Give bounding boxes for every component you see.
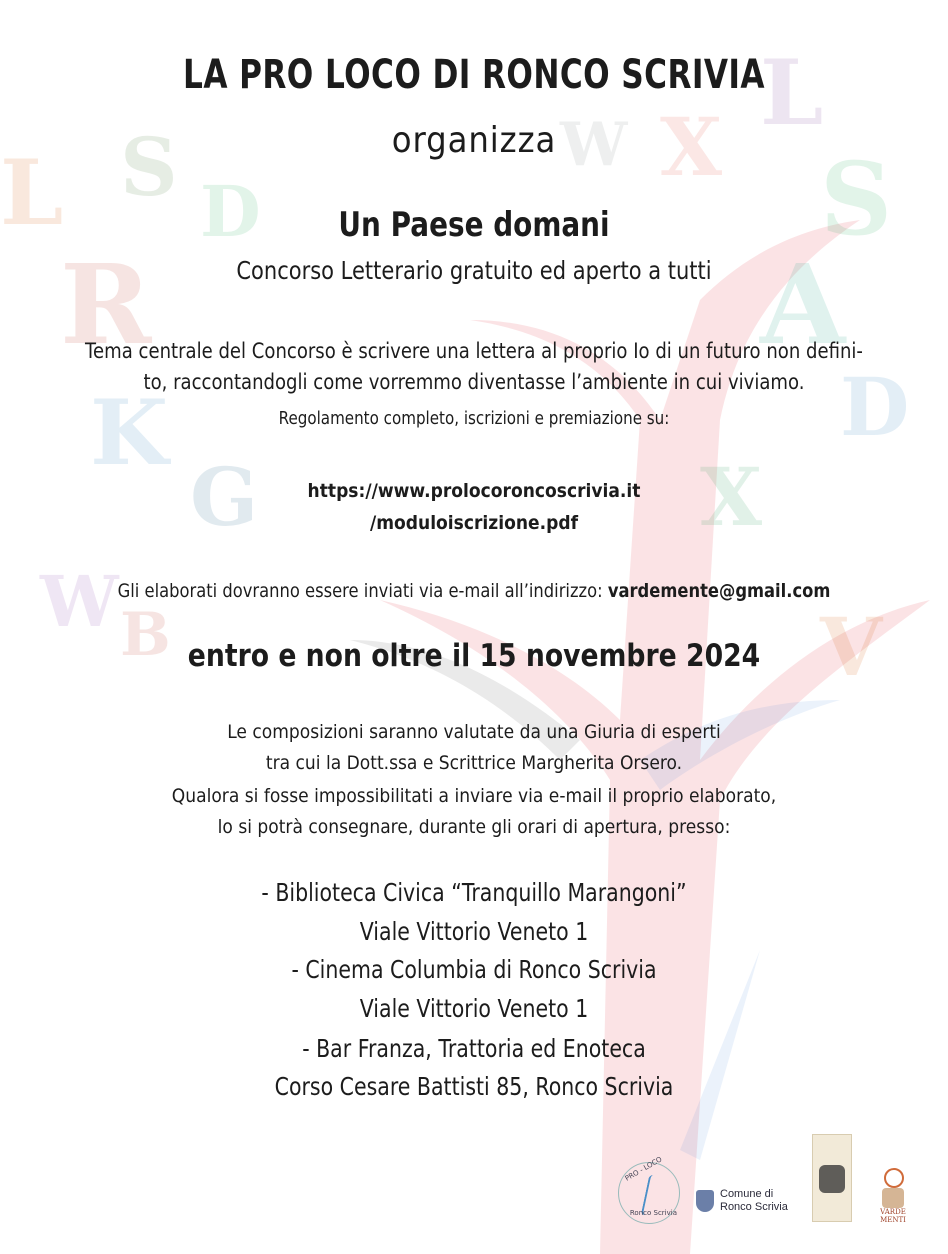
jury-line-4: lo si potrà consegnare, durante gli orari di apertura, presso: bbox=[217, 816, 731, 838]
submission-email-link[interactable]: vardemente@gmail.com bbox=[607, 580, 831, 602]
location-1-address: Viale Vittorio Veneto 1 bbox=[359, 917, 589, 946]
comune-name bbox=[720, 1188, 788, 1214]
location-2-name: - Cinema Columbia di Ronco Scrivia bbox=[291, 955, 657, 984]
bg-letter: V bbox=[820, 600, 883, 694]
organizza-label: organizza bbox=[391, 120, 557, 161]
bg-letter: D bbox=[840, 360, 910, 454]
bg-letter: L bbox=[0, 140, 64, 246]
bg-letter: X bbox=[700, 450, 763, 544]
location-3-address: Corso Cesare Battisti 85, Ronco Scrivia bbox=[274, 1072, 674, 1101]
bg-letter: W bbox=[560, 110, 628, 180]
bg-letter: W bbox=[40, 560, 119, 643]
theme-line-2: to, raccontandogli come vorremmo diventasse l’ambiente in cui viviamo. bbox=[143, 370, 805, 394]
deadline: entro e non oltre il 15 novembre 2024 bbox=[187, 638, 761, 674]
bg-letter: D bbox=[200, 170, 261, 253]
rules-url-part-2[interactable]: /moduloiscrizione.pdf bbox=[369, 512, 579, 534]
bg-letter: S bbox=[120, 120, 178, 214]
pro-loco-logo-top-text: PRO - LOCO bbox=[623, 1155, 664, 1183]
vardementi-logo-text: VARDE MENTI bbox=[880, 1208, 906, 1224]
bg-letter: S bbox=[820, 140, 893, 258]
bg-letter: L bbox=[760, 40, 824, 146]
pro-loco-logo-bottom-text: Ronco Scrivia bbox=[629, 1209, 677, 1217]
bg-letter: R bbox=[60, 240, 152, 369]
vardementi-emblem-icon bbox=[884, 1168, 904, 1188]
sponsor-logos bbox=[600, 1130, 940, 1240]
comune-logo bbox=[692, 1186, 822, 1216]
location-1-name: - Biblioteca Civica “Tranquillo Marangoni” bbox=[261, 878, 687, 907]
rules-url-part-1[interactable]: https://www.prolocoroncoscrivia.it bbox=[307, 480, 641, 502]
coat-of-arms-icon bbox=[696, 1190, 714, 1212]
pro-loco-logo bbox=[618, 1155, 680, 1224]
jury-line-1: Le composizioni saranno valutate da una Giuria di esperti bbox=[227, 721, 721, 743]
bg-letter: K bbox=[90, 380, 169, 486]
bg-letter: X bbox=[660, 100, 723, 194]
bg-letter: G bbox=[190, 450, 259, 544]
rules-label: Regolamento completo, iscrizioni e premiazione su: bbox=[278, 408, 670, 429]
event-name: Un Paese domani bbox=[338, 205, 610, 245]
event-subtitle: Concorso Letterario gratuito ed aperto a tutti bbox=[236, 256, 712, 285]
submission-text: Gli elaborati dovranno essere inviati via e-mail all’indirizzo: bbox=[117, 580, 603, 602]
vardementi-logo bbox=[876, 1166, 910, 1226]
organizer-title: LA PRO LOCO DI RONCO SCRIVIA bbox=[183, 52, 765, 98]
bg-letter: A bbox=[760, 240, 846, 369]
vardementi-figure-icon bbox=[882, 1188, 904, 1208]
theme-line-1: Tema centrale del Concorso è scrivere una lettera al proprio Io di un futuro non defini- bbox=[85, 339, 863, 363]
location-3-name: - Bar Franza, Trattoria ed Enoteca bbox=[302, 1034, 646, 1063]
comune-name-line-1: Comune di bbox=[720, 1188, 774, 1200]
poster-figure-icon bbox=[819, 1165, 845, 1193]
jury-line-2: tra cui la Dott.ssa e Scrittrice Margherita Orsero. bbox=[265, 752, 683, 774]
submission-line bbox=[66, 580, 881, 602]
location-2-address: Viale Vittorio Veneto 1 bbox=[359, 994, 589, 1023]
event-poster-thumbnail bbox=[812, 1134, 852, 1222]
jury-line-3: Qualora si fosse impossibilitati a inviare via e-mail il proprio elaborato, bbox=[171, 785, 777, 807]
comune-name-line-2: Ronco Scrivia bbox=[720, 1201, 788, 1213]
bg-letter: B bbox=[120, 600, 171, 670]
